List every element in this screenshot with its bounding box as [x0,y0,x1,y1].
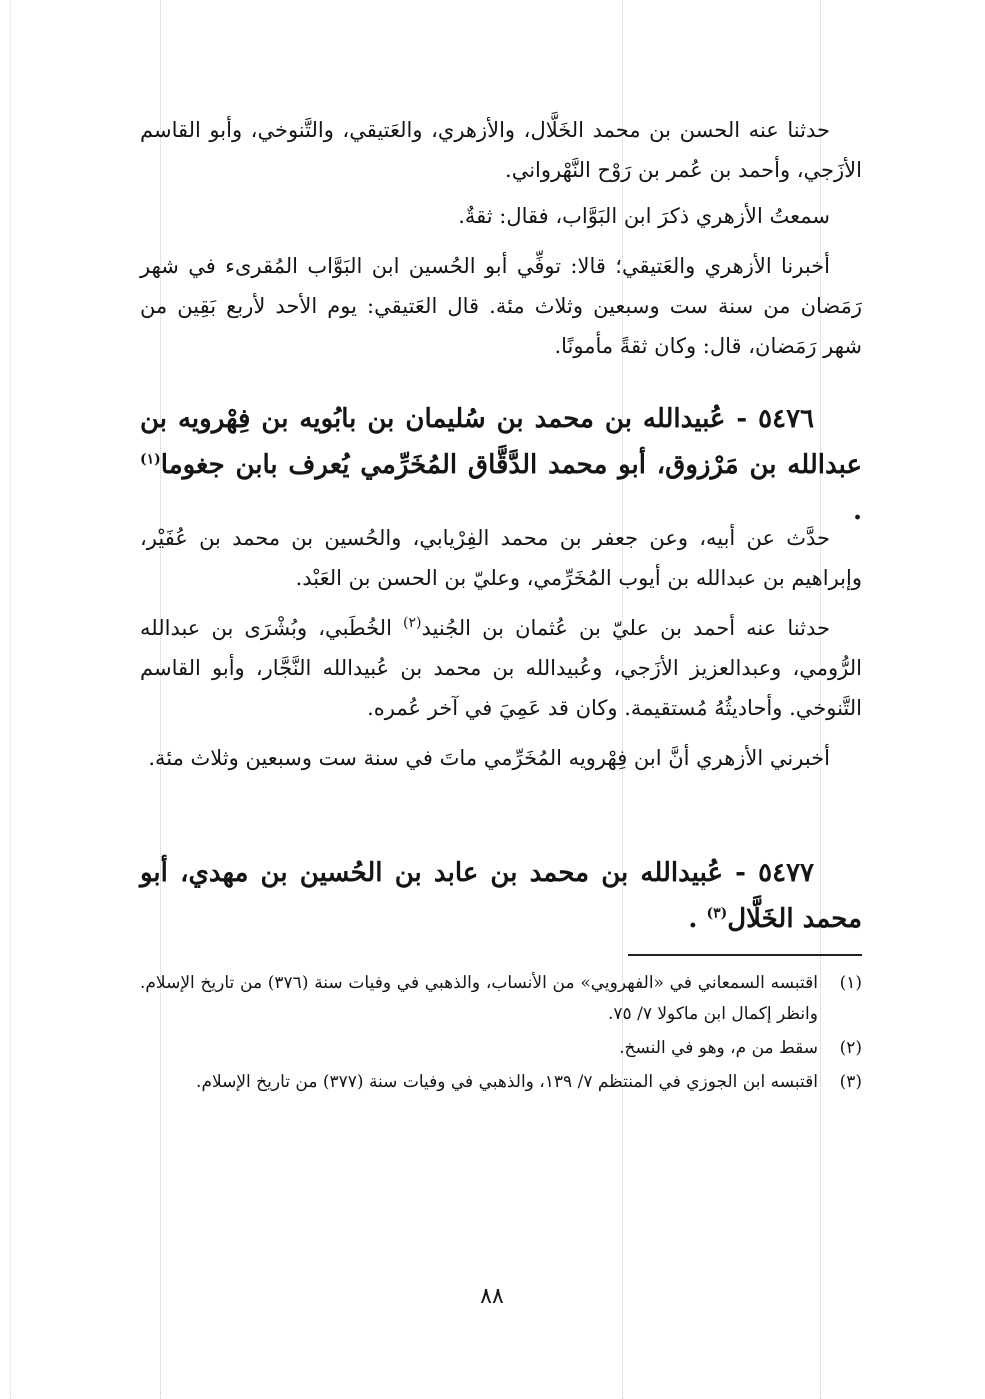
footnote [140,1033,862,1064]
entry-5476 [140,396,862,534]
footnote-number: (١) [839,973,862,993]
footnote-ref: (١) [140,451,161,468]
paragraph: حدَّث عن أبيه، وعن جعفر بن محمد الفِرْيابي، والحُسين بن محمد بن عُفَيْر، وإبراهيم بن عبدالله بن أيوب المُخَرِّمي، وعليّ بن الحسن بن العَبْد. [140,526,862,590]
footnote-text: اقتبسه ابن الجوزي في المنتظم ٧/ ١٣٩، والذهبي في وفيات سنة (٣٧٧) من تاريخ الإسلام. [196,1072,818,1092]
paragraph-text: حدثنا عنه أحمد بن عليّ بن عُثمان بن الجُنيد [421,616,830,640]
entry-heading-end: . [688,904,707,934]
paragraph [140,608,862,728]
paragraph: أخبرنا الأزهري والعَتيقي؛ قالا: توفِّي أبو الحُسين ابن البَوَّاب المُقرىء في شهر رَمَضان من سنة ست وسبعين وثلاث مئة. قال العَتيقي: يوم الأحد لأربع بَقِين من شهر رَمَضان، قال: وكان ثقةً مأمونًا. [140,254,862,358]
entry-5477 [140,850,862,942]
footnote-text: سقط من م، وهو في النسخ. [619,1038,818,1058]
footnote-number: (٣) [839,1072,862,1092]
entry-heading-text: ٥٤٧٧ - عُبيدالله بن محمد بن عابد بن الحُسين بن مهدي، أبو محمد الخَلَّال [140,858,862,934]
footnotes [140,968,862,1101]
entry-heading-text: ٥٤٧٦ - عُبيدالله بن محمد بن سُليمان بن بابُويه بن فِهْرويه بن عبدالله بن مَرْزوق، أبو محمد الدَّقَّاق المُخَرِّمي يُعرف بابن جغوما [140,404,862,480]
entry-heading [140,396,862,534]
paragraph: حدثنا عنه الحسن بن محمد الخَلَّال، والأزهري، والعَتيقي، والتَّنوخي، وأبو القاسم الأزَجي، وأحمد بن عُمر بن رَوْح النَّهْرواني. [140,118,862,182]
footnote [140,1067,862,1098]
entry-5476-body [140,518,862,778]
footnote-divider [628,954,862,956]
paragraph: أخبرني الأزهري أنَّ ابن فِهْرويه المُخَرِّمي ماتَ في سنة ست وسبعين وثلاث مئة. [148,746,830,770]
paragraph: سمعتُ الأزهري ذكرَ ابن البَوَّاب، فقال: ثقةٌ. [458,204,830,228]
entry-heading [140,850,862,942]
footnote-ref: (٢) [403,615,422,631]
paragraph-text: الخُطَبي، وبُشْرَى بن عبدالله الرُّومي، وعبدالعزيز الأزَجي، وعُبيدالله بن محمد بن عُبيدالله النَّجَّار، وأبو القاسم التَّنوخي. وأحاديثُهُ مُستقيمة. وكان قد عَمِيَ في آخر عُمره. [140,616,862,720]
intro-paragraphs [140,110,862,366]
entry-heading-end: . [852,496,862,526]
footnote-text: اقتبسه السمعاني في «الفهرويي» من الأنساب، والذهبي في وفيات سنة (٣٧٦) من تاريخ الإسلام. وانظر إكمال ابن ماكولا ٧/ ٧٥. [140,973,818,1024]
footnote-ref: (٣) [706,905,728,922]
page-number: ٨٨ [480,1284,504,1309]
footnote-number: (٢) [839,1038,862,1058]
footnote [140,968,862,1030]
scan-artifact-line [10,0,11,1399]
